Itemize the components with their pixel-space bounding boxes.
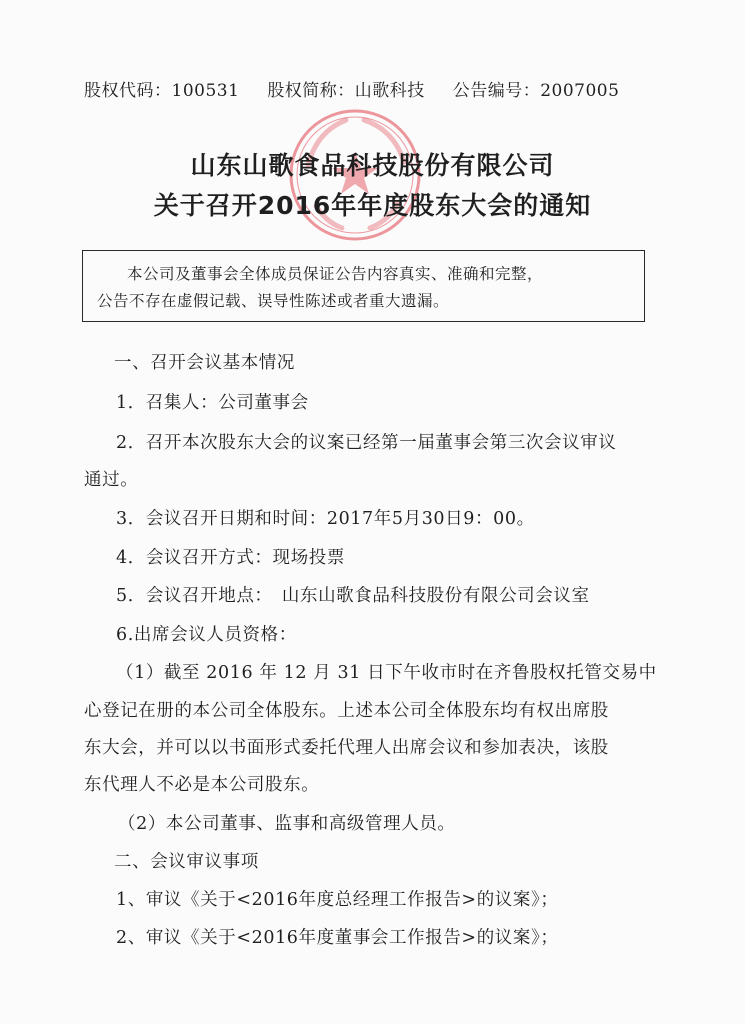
item-6-1-line-4: 东代理人不必是本公司股东。 [84, 775, 320, 795]
item-6-1-line-2: 心登记在册的本公司全体股东。上述本公司全体股东均有权出席股 [84, 701, 609, 721]
section-2-heading: 二、会议审议事项 [114, 852, 259, 872]
item-4: 4．会议召开方式：现场投票 [116, 548, 345, 568]
item-2-line-1: 2．召开本次股东大会的议案已经第一届董事会第三次会议审议 [116, 433, 617, 453]
item-6-2: （2）本公司董事、监事和高级管理人员。 [118, 814, 456, 834]
item-6: 6.出席会议人员资格： [116, 625, 297, 645]
equity-short-name: 股权简称：山歌科技 [267, 81, 425, 101]
announcement-header [84, 76, 641, 101]
announcement-number: 公告编号：2007005 [452, 81, 620, 101]
guarantee-line-2: 公告不存在虚假记载、误导性陈述或者重大遗漏。 [97, 292, 450, 310]
company-title: 山东山歌食品科技股份有限公司 [190, 151, 555, 180]
item-2-line-2: 通过。 [84, 470, 139, 490]
item-3: 3．会议召开日期和时间：2017年5月30日9：00。 [116, 509, 535, 529]
item-1: 1．召集人：公司董事会 [116, 393, 309, 413]
equity-code: 股权代码：100531 [84, 81, 240, 101]
agenda-item-2: 2、审议《关于<2016年度董事会工作报告>的议案》； [116, 928, 559, 948]
item-6-1-line-1: （1）截至 2016 年 12 月 31 日下午收市时在齐鲁股权托管交易中 [116, 663, 657, 683]
item-5: 5．会议召开地点： 山东山歌食品科技股份有限公司会议室 [116, 586, 590, 606]
agenda-item-1: 1、审议《关于<2016年度总经理工作报告>的议案》； [116, 890, 559, 910]
section-1-heading: 一、召开会议基本情况 [114, 353, 295, 373]
notice-title: 关于召开2016年年度股东大会的通知 [153, 191, 592, 220]
guarantee-statement-box [82, 250, 645, 322]
guarantee-line-1: 本公司及董事会全体成员保证公告内容真实、准确和完整， [127, 265, 544, 283]
item-6-1-line-3: 东大会，并可以以书面形式委托代理人出席会议和参加表决，该股 [84, 738, 609, 758]
